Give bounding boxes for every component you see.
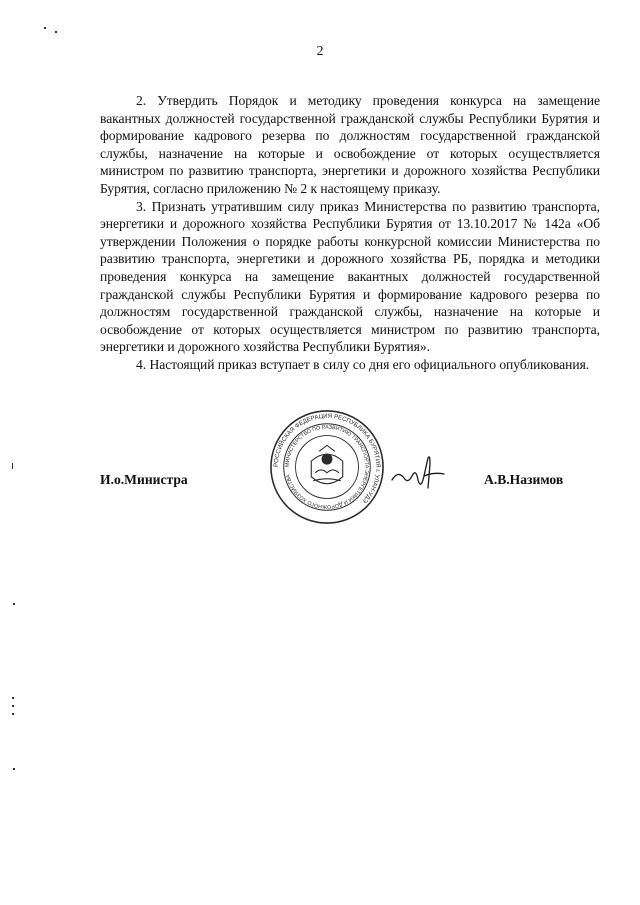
scan-dot xyxy=(12,697,14,699)
official-seal xyxy=(268,408,386,526)
signatory-title: И.о.Министра xyxy=(100,472,188,487)
coat-of-arms-icon xyxy=(311,445,342,483)
seal-outer-text: РОССИЙСКАЯ ФЕДЕРАЦИЯ РЕСПУБЛИКА БУРЯТИЯ г. УЛАН-УДЭ xyxy=(272,412,382,505)
document-body xyxy=(100,92,600,374)
paragraph-2: 2. Утвердить Порядок и методику проведения конкурса на замещение вакантных должностей государственной гражданской службы Республики Бурятия и формирование кадрового резерва по должностям государственной гражданской службы, назначение на которые и освобождение от которых осуществляется министром по развитию транспорта, энергетики и дорожного хозяйства Республики Бурятия, согласно приложению № 2 к настоящему приказу. xyxy=(100,93,600,196)
scan-dot xyxy=(13,768,15,770)
seal-inner-text: МИНИСТЕРСТВО ПО РАЗВИТИЮ ТРАНСПОРТА ЭНЕРГЕТИКИ И ДОРОЖНОГО ХОЗЯЙСТВА xyxy=(284,424,370,510)
scan-dot xyxy=(12,713,14,715)
page-number: 2 xyxy=(316,44,324,59)
scan-dot xyxy=(44,27,46,29)
scan-dot xyxy=(12,463,13,469)
paragraph-3: 3. Признать утратившим силу приказ Министерства по развитию транспорта, энергетики и дорожного хозяйства Республики Бурятия от 13.10.2017 № 142а «Об утверждении Положения о порядке работы конкурсной комиссии Министерства по развитию транспорта, энергетики и дорожного хозяйства РБ, порядка и методики проведения конкурса на замещение вакантных должностей государственной гражданской службы Республики Бурятия и формирование кадрового резерва по должностям государственной гражданской службы, назначение на которые и освобождение от которых осуществляется министром по развитию транспорта, энергетики и дорожного хозяйства Республики Бурятия». xyxy=(100,198,600,355)
scan-dot xyxy=(13,603,15,605)
scan-dot xyxy=(12,705,14,707)
paragraph-4: 4. Настоящий приказ вступает в силу со дня его официального опубликования. xyxy=(136,356,590,372)
signatory-name: А.В.Назимов xyxy=(484,472,564,487)
scan-dot xyxy=(55,31,57,33)
handwritten-signature xyxy=(388,450,448,496)
